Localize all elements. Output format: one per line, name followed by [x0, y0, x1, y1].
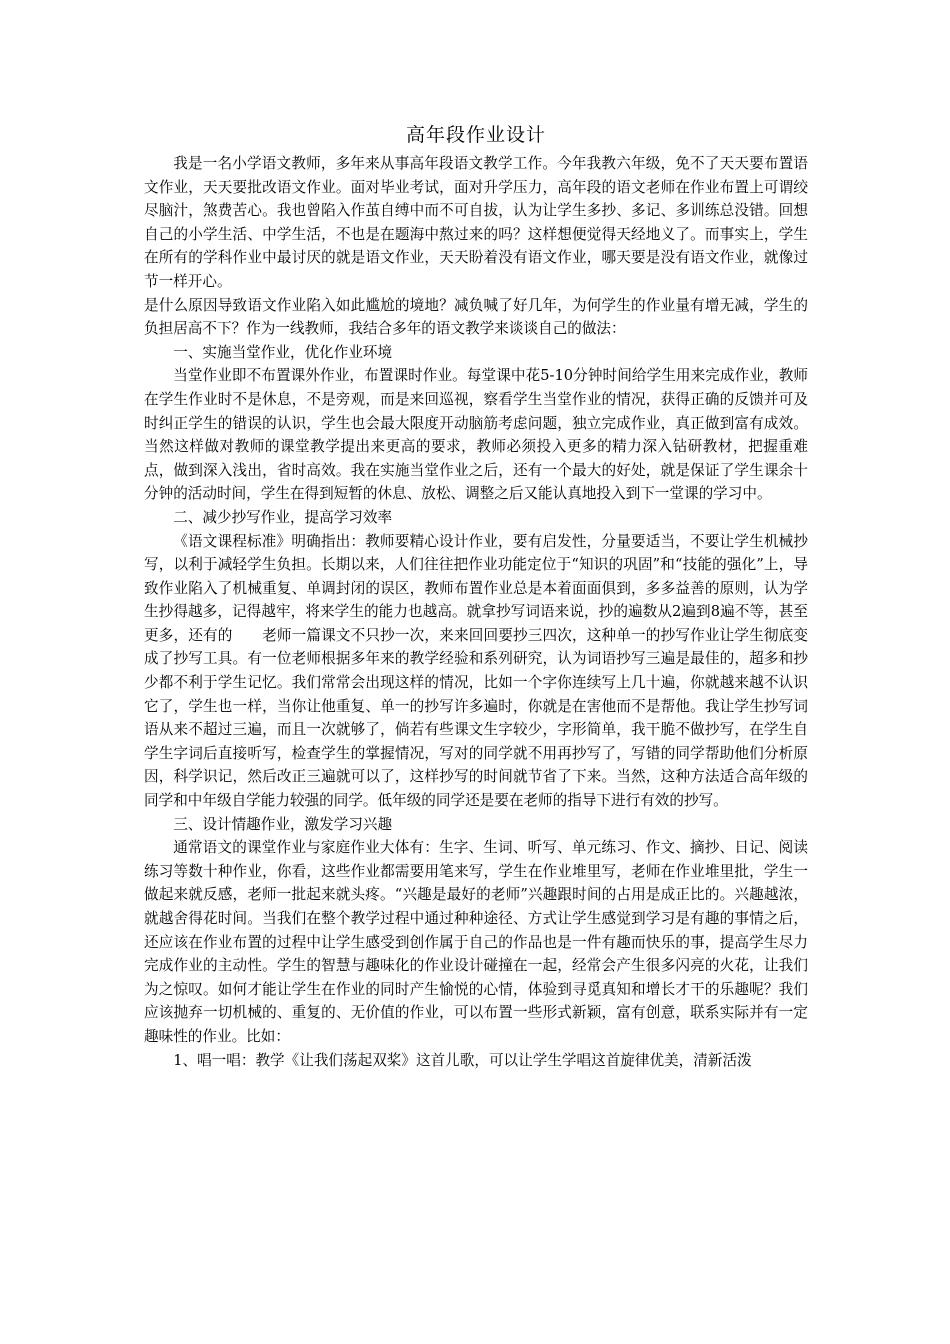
paragraph-section-3: 通常语文的课堂作业与家庭作业大体有：生字、生词、听写、单元练习、作文、摘抄、日记、阅读练习等数十种作业，你看，这些作业都需要用笔来写，学生在作业堆里写，老师在作业堆里批，学生一做起来就反感，老师一批起来就头疼。“兴趣是最好的老师”兴趣跟时间的占用是成正比的。兴趣越浓，就越舍得花时间。当我们在整个教学过程中通过种种途径、方式让学生感觉到学习是有趣的事情之后，还应该在作业布置的过程中让学生感受到创作属于自己的作品也是一件有趣而快乐的事，提高学生尽力完成作业的主动性。学生的智慧与趣味化的作业设计碰撞在一起，经常会产生很多闪亮的火花，让我们为之惊叹。如何才能让学生在作业的同时产生愉悦的心情，体验到寻觅真知和增长才干的乐趣呢？我们应该抛弃一切机械的、重复的、无价值的作业，可以布置一些形式新颖，富有创意，联系实际并有一定趣味性的作业。比如：	[144, 839, 808, 1045]
paragraph-section-2: 《语文课程标准》明确指出：教师要精心设计作业，要有启发性，分量要适当，不要让学生机械抄写，以利于减轻学生负担。长期以来，人们往往把作业功能定位于“知识的巩固”和“技能的强化”上，导致作业陷入了机械重复、单调封闭的误区，教师布置作业总是本着面面俱到，多多益善的原则，认为学生抄得越多，记得越牢，将来学生的能力也越高。就拿抄写词语来说，抄的遍数从2遍到8遍不等，甚至更多，还有的 老师一篇课文不只抄一次，来来回回要抄三四次，这种单一的抄写作业让学生彻底变成了抄写工具。有一位老师根据多年来的教学经验和系列研究，认为词语抄写三遍是最佳的，超多和抄少都不利于学生记忆。我们常常会出现这样的情况，比如一个字你连续写上几十遍，你就越来越不认识它了，学生也一样，当你让他重复、单一的抄写许多遍时，你就是在害他而不是帮他。我让学生抄写词语从来不超过三遍，而且一次就够了，倘若有些课文生字较少，字形简单，我干脆不做抄写，在学生自学生字词后直接听写，检查学生的掌握情况，写对的同学就不用再抄写了，写错的同学帮助他们分析原因，科学识记，然后改正三遍就可以了，这样抄写的时间就节省了下来。当然，这种方法适合高年级的同学和中年级自学能力较强的同学。低年级的同学还是要在老师的指导下进行有效的抄写。	[144, 532, 808, 810]
paragraph-intro: 我是一名小学语文教师，多年来从事高年段语文教学工作。今年我教六年级，免不了天天要布置语文作业，天天要批改语文作业。面对毕业考试，面对升学压力，高年段的语文老师在作业布置上可谓绞尽脑汁，煞费苦心。我也曾陷入作茧自缚中而不可自拔，认为让学生多抄、多记、多训练总没错。回想自己的小学生活、中学生活，不也是在题海中熬过来的吗？这样想便觉得天经地义了。而事实上，学生在所有的学科作业中最讨厌的就是语文作业，天天盼着没有语文作业，哪天要是没有语文作业，就像过节一样开心。	[144, 155, 808, 290]
section-heading-1: 一、实施当堂作业，优化作业环境	[173, 343, 393, 361]
section-heading-3: 三、设计情趣作业，激发学习兴趣	[173, 815, 393, 833]
paragraph-question: 是什么原因导致语文作业陷入如此尴尬的境地？减负喊了好几年，为何学生的作业量有增无减，学生的负担居高不下？作为一线教师，我结合多年的语文教学来谈谈自己的做法：	[144, 296, 808, 338]
document-page	[144, 120, 808, 1072]
paragraph-example-1: 1、唱一唱：教学《让我们荡起双桨》这首儿歌，可以让学生学唱这首旋律优美，清新活泼	[173, 1051, 752, 1069]
document-title: 高年段作业设计	[405, 124, 546, 146]
paragraph-section-1: 当堂作业即不布置课外作业，布置课时作业。每堂课中花5-10分钟时间给学生用来完成作业，教师在学生作业时不是休息，不是旁观，而是来回巡视，察看学生当堂作业的情况，获得正确的反馈并可及时纠正学生的错误的认识，学生也会最大限度开动脑筋考虑问题，独立完成作业，真正做到富有成效。当然这样做对教师的课堂教学提出来更高的要求，教师必须投入更多的精力深入钻研教材，把握重难点，做到深入浅出，省时高效。我在实施当堂作业之后，还有一个最大的好处，就是保证了学生课余十分钟的活动时间，学生在得到短暂的休息、放松、调整之后又能认真地投入到下一堂课的学习中。	[144, 367, 808, 503]
section-heading-2: 二、减少抄写作业，提高学习效率	[173, 508, 393, 526]
